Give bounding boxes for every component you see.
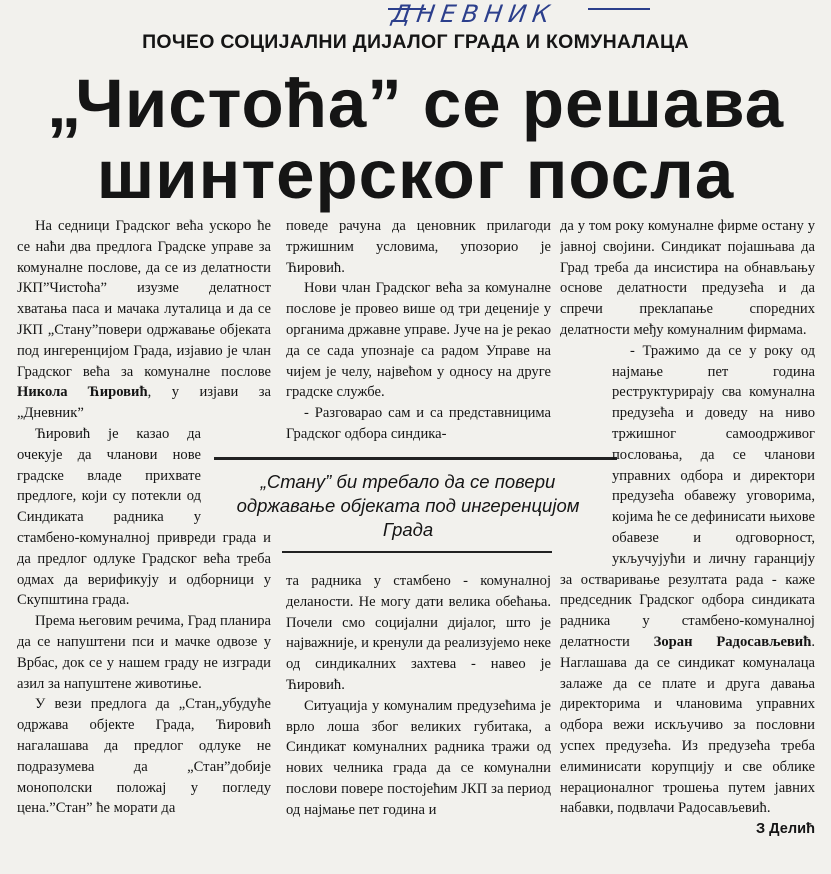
byline: З Делић <box>755 821 815 838</box>
person-name: Никола Ћировић <box>17 384 148 401</box>
paragraph: - Разговарао сам и са представницима Градског одбора синдика- <box>286 405 551 442</box>
paragraph: На седници Градског већа ускоро ће се наћи два предлога Градске управе за комуналне послове, да се из делатности ЈКП”Чистоћа” изузме делатност хватања паса и мачака луталица и да се ЈКП „Стану”повери одржавање објеката под ингеренцијом Града, изјавио је члан Градског већа за комуналне послове Никола Ћировић, у изјави за „Дневник” <box>17 218 271 422</box>
article-kicker: ПОЧЕО СОЦИЈАЛНИ ДИЈАЛОГ ГРАДА И КОМУНАЛАЦА <box>142 31 689 53</box>
person-name: Зоран Радосављевић <box>653 633 812 650</box>
paragraph: У вези предлога да „Стан„убудуће одржава објекте Града, Ћировић нагалашава да предлог одлуке не подразумева да „Стан”добије монополски положај у погледу цена.”Стан” ће морати да <box>17 696 271 817</box>
source-underline-right <box>588 8 650 10</box>
paragraph: - Тражимо да се у року од најмање пет година реструктурирају сва комунална предузећа и доведу на ниво тржишног самоодрживог пословања, да се чланови управних одбора и директори предузећа обавежу уговорима, којима ће се дефинисати њихове обавезе и одговорност, укључујући и личну гаранцију за остваривање резултата рада - каже председник Градског одбора синдиката радника у стамбено-комуналној делатности Зоран Радосављевић. Наглашава да се синдикат комуналаца залаже да се плате и друга давања директорима и члановима управних одбора вежи искључиво за пословни успех предузећа. Из предузећа треба елиминисати корупцију и све облике нерационалног трошења путем јавних набавки, подвлачи Радосављевић. З Делић <box>560 341 815 819</box>
newspaper-source-handwritten: ДНЕВНИК <box>390 0 558 28</box>
pullquote-top-rule <box>214 457 617 460</box>
paragraph: та радника у стамбено - комуналној деланости. Не могу дати велика обећања. Почели смо социјални дијалог, што је најважније, и кренули да реализујемо неке од синдикалних захтева - навео је Ћировић. <box>286 573 551 693</box>
pullquote: „Стану” би требало да се повери одржавање објеката под ингеренцијом Града <box>236 471 580 540</box>
paragraph: поведе рачуна да ценовник прилагоди тржишним условима, упозорио је Ћировић. <box>286 218 551 276</box>
headline-line-2: шинтерског посла <box>96 136 735 213</box>
pullquote-bottom-rule <box>282 551 552 553</box>
article-column-3 <box>560 216 815 841</box>
headline-line-1: „Чистоћа” се решава <box>46 65 785 142</box>
paragraph: Ситуација у комуналим предузећима је врло лоша због великих губитака, а Синдикат комуналних радника тражи од нових челника града да се комунални послови поверe постојећим ЈКП за период од најмање пет година и <box>286 697 551 818</box>
paragraph: да у том року комуналне фирме остану у јавној својини. Синдикат појашњава да Град треба да инсистира на обнављању основе делатности предузећа и да спречи преклапање споредних делатности међу комуналним фирмама. <box>560 218 815 338</box>
paragraph: Према његовим речима, Град планира да се напуштени пси и мачке одвозе у Врбас, док се у нашем граду не изгради азил за напуштене животиње. <box>17 613 271 692</box>
article-column-2-bottom <box>286 571 551 841</box>
article-column-2-top <box>286 216 551 442</box>
paragraph: Ћировић је казао да очекује да чланови нове градске владе прихвате предлоге, који су потекли од Синдиката радника у стамбено-комуналној привреди града и да предлог одлуке Градског већа треба одмах да верификују и одборници у Скупштина града. <box>17 425 271 609</box>
paragraph: Нови члан Градског већа за комуналне послове је провео више од три деценије у органима државне управе. Јуче на је рекао да се сада упознаје са радом Управе на чијем је челу, највећом у односу на друге градске службе. <box>286 280 551 401</box>
pullquote-wrap-spacer <box>560 445 612 557</box>
